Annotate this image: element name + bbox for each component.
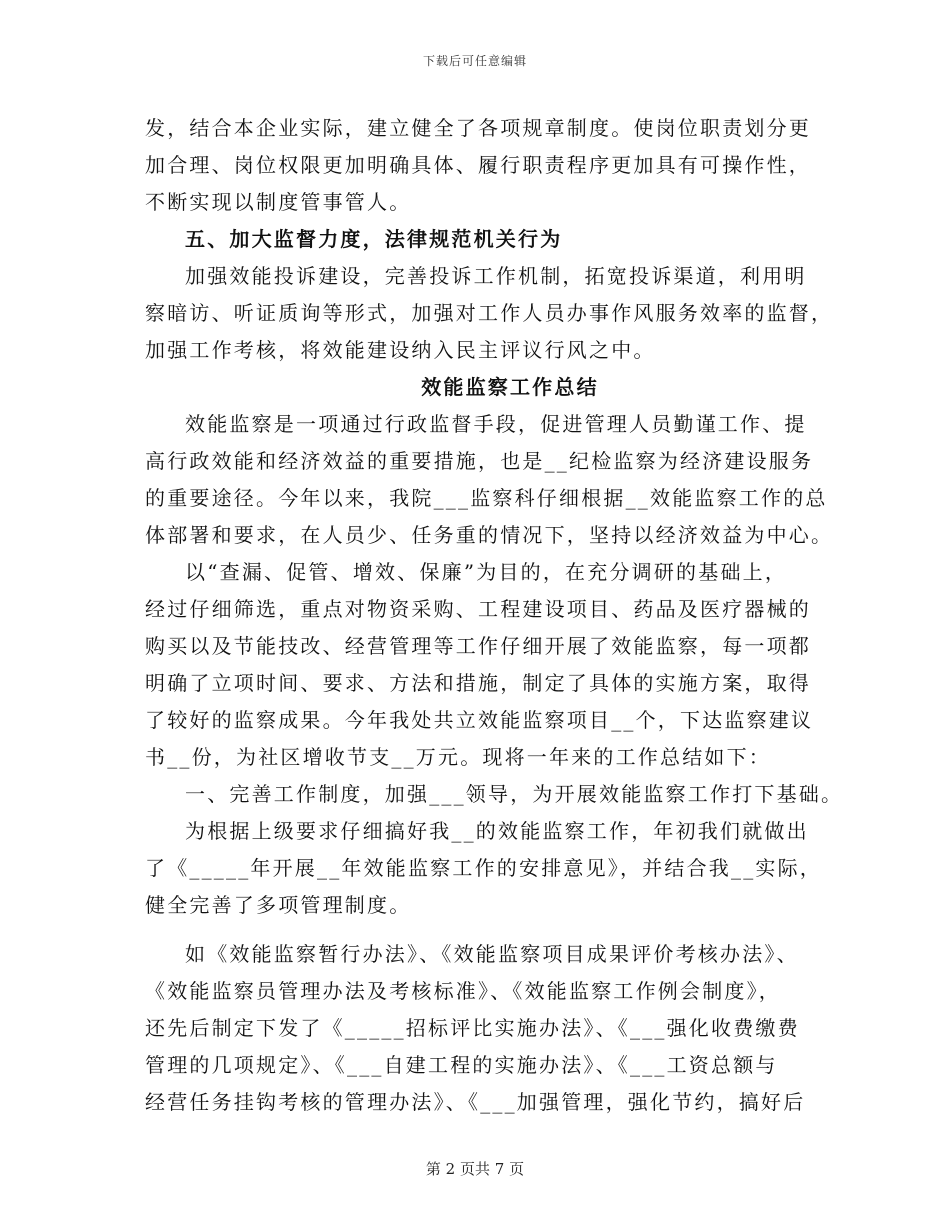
paragraph-gap: [145, 924, 825, 936]
document-body: [145, 110, 844, 1121]
paragraph-line: 加强工作考核，将效能建设纳入民主评议行风之中。: [145, 338, 656, 362]
paragraph-line: 健全完善了多项管理制度。: [145, 893, 412, 917]
paragraph-line: 高行政效能和经济效益的重要措施，也是__纪检监察为经济建设服务: [145, 449, 814, 473]
section-heading: 五、加大监督力度，法律规范机关行为: [185, 227, 563, 251]
section-heading: 一、完善工作制度，加强___领导，为开展效能监察工作打下基础。: [185, 782, 844, 806]
paragraph-line: 不断实现以制度管事管人。: [145, 190, 412, 214]
paragraph-line: 为根据上级要求仔细搞好我__的效能监察工作，年初我们就做出: [185, 819, 809, 843]
paragraph-line: 的重要途径。今年以来，我院___监察科仔细根据__效能监察工作的总: [145, 486, 828, 510]
paragraph-line: 《效能监察员管理办法及考核标准》、《效能监察工作例会制度》，: [145, 979, 781, 1003]
paragraph-line: 了《_____年开展__年效能监察工作的安排意见》，并结合我__实际，: [145, 856, 822, 880]
page-header: 下载后可任意编辑: [422, 54, 527, 68]
paragraph-line: 了较好的监察成果。今年我处共立效能监察项目__个，下达监察建议: [145, 708, 814, 732]
paragraph-line: 以“查漏、促管、增效、保廉”为目的，在充分调研的基础上，: [185, 560, 788, 584]
paragraph-line: 购买以及节能技改、经营管理等工作仔细开展了效能监察，每一项都: [145, 634, 811, 658]
paragraph-line: 经过仔细筛选，重点对物资采购、工程建设项目、药品及医疗器械的: [145, 597, 811, 621]
paragraph-line: 察暗访、听证质询等形式，加强对工作人员办事作风服务效率的监督，: [145, 301, 834, 325]
paragraph-line: 明确了立项时间、要求、方法和措施，制定了具体的实施方案，取得: [145, 671, 811, 695]
paragraph-line: 加强效能投诉建设，完善投诉工作机制，拓宽投诉渠道，利用明: [185, 264, 807, 288]
paragraph-line: 发，结合本企业实际，建立健全了各项规章制度。使岗位职责划分更: [145, 116, 811, 140]
paragraph-line: 经营任务挂钩考核的管理办法》、《___加强管理，强化节约，搞好后: [145, 1090, 806, 1114]
page-number: 第 2 页共 7 页: [425, 1160, 525, 1178]
paragraph-line: 还先后制定下发了《_____招标评比实施办法》、《___强化收费缴费: [145, 1016, 800, 1040]
paragraph-line: 效能监察是一项通过行政监督手段，促进管理人员勤谨工作、提: [185, 412, 807, 436]
paragraph-line: 如《效能监察暂行办法》、《效能监察项目成果评价考核办法》、: [185, 942, 799, 966]
document-title: 效能监察工作总结: [421, 375, 599, 399]
paragraph-line: 管理的几项规定》、《___自建工程的实施办法》、《___工资总额与: [145, 1053, 778, 1077]
paragraph-line: 加合理、岗位权限更加明确具体、履行职责程序更加具有可操作性，: [145, 153, 811, 177]
paragraph-line: 体部署和要求，在人员少、任务重的情况下，坚持以经济效益为中心。: [145, 523, 834, 547]
paragraph-line: 书__份，为社区增收节支__万元。现将一年来的工作总结如下：: [145, 745, 771, 769]
